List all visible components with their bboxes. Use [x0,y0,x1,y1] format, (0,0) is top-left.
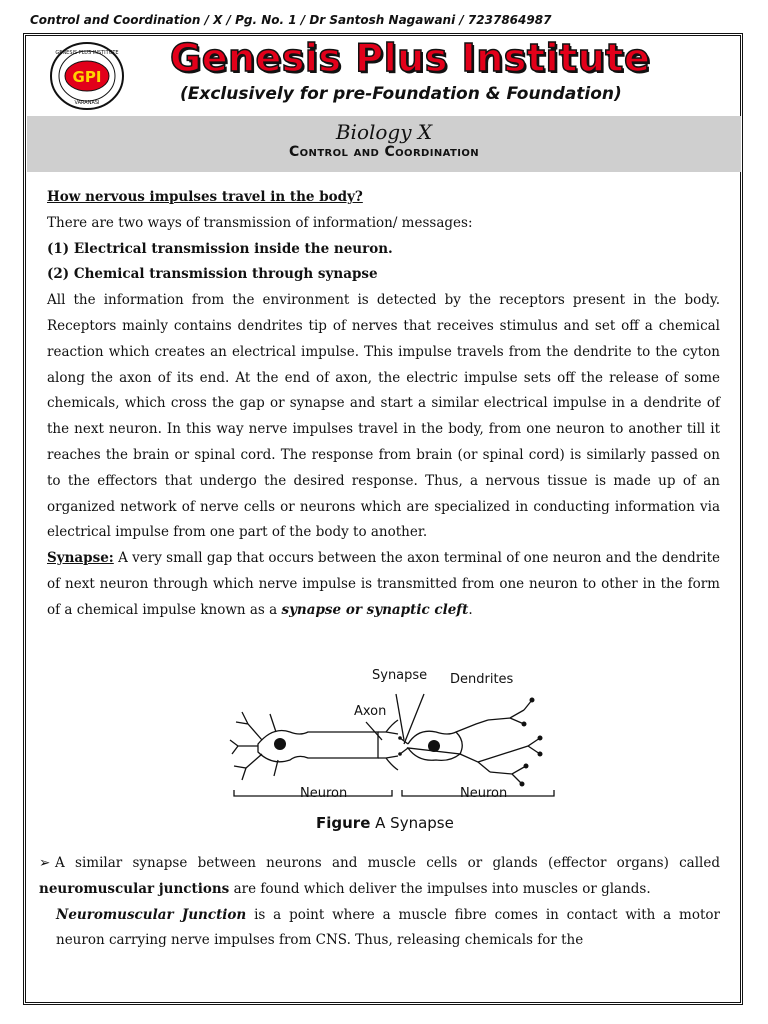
logo-ring-bottom: VARANASI [74,100,100,106]
page-header-line: Control and Coordination / X / Pg. No. 1 / Dr Santosh Nagawani / 7237864987 [30,13,552,27]
bullet-text-1: A similar synapse between neurons and muscle cells or glands (effector organs) called [55,855,720,871]
synapse-term: Synapse: [47,550,114,567]
label-neuron-right: Neuron [460,786,508,801]
intro-text: There are two ways of transmission of information/ messages: [47,214,473,231]
nmj-definition [39,903,720,955]
body-paragraph: All the information from the environment is detected by the receptors present in the body. Receptors mainly contains dendrites tip of nerves that receives stimulus and set off a chemical reaction which creates an electrical impulse. This impulse travels from the dendrite to the cyton along the axon of its end. At the end of axon, the electric impulse sets off the release of some chemicals, which cross the gap or synapse and start a similar electrical impulse in a dendrite of the next neuron. In this way nerve impulses travel in the body, from one neuron to another till it reaches the brain or spinal cord. The response from brain (or spinal cord) is similarly passed on to the effectors that undergo the desired response. Thus, a nervous tissue is made up of an organized network of nerve cells or neurons which are specialized in conducting information via electrical impulse from one part of the body to another. [47,292,720,541]
synapse-figure [228,662,568,842]
institute-tagline: (Exclusively for pre-Foundation & Foundation) [180,84,622,104]
bullet-text-2: are found which deliver the impulses into muscles or glands. [229,880,651,897]
institute-header [30,36,736,112]
neuromuscular-section [39,851,720,954]
synapse-text: A very small gap that occurs between the axon terminal of one neuron and the dendrite of next neuron through which nerve impulse is transmitted from one neuron to other in the form of a chemical impulse known as a [47,550,720,618]
point-electrical: (1) Electrical transmission inside the neuron. [47,240,393,257]
caption-text: A Synapse [370,814,454,832]
label-neuron-left: Neuron [300,786,348,801]
point-chemical: (2) Chemical transmission through synapse [47,266,378,283]
label-synapse: Synapse [372,668,428,683]
label-dendrites: Dendrites [450,672,514,687]
label-axon: Axon [354,704,387,719]
institute-name: Genesis Plus Institute [170,36,651,80]
institute-logo [42,40,132,112]
arrow-bullet-icon: ➢ [39,855,51,871]
bullet-item [39,851,720,903]
title-band [27,116,741,172]
chapter-title: Control and Coordination [288,144,480,160]
synapse-emphasis: synapse or synaptic cleft [281,601,469,618]
main-content [47,185,720,624]
synapse-definition [47,546,720,623]
nmj-text: is a point where a muscle fibre comes in contact with a motor neuron carrying nerve impulses from CNS. Thus, releasing chemicals for the [56,906,720,949]
subject-title: Biology X [335,120,433,144]
logo-text: GPI [72,68,102,86]
bullet-term: neuromuscular junctions [39,880,230,897]
caption-bold: Figure [316,814,371,832]
figure-caption [316,814,454,832]
synapse-end: . [468,601,473,618]
section-question: How nervous impulses travel in the body? [47,189,363,205]
logo-ring-top: GENESIS PLUS INSTITUTE [55,50,119,56]
nmj-term: Neuromuscular Junction [56,906,247,923]
